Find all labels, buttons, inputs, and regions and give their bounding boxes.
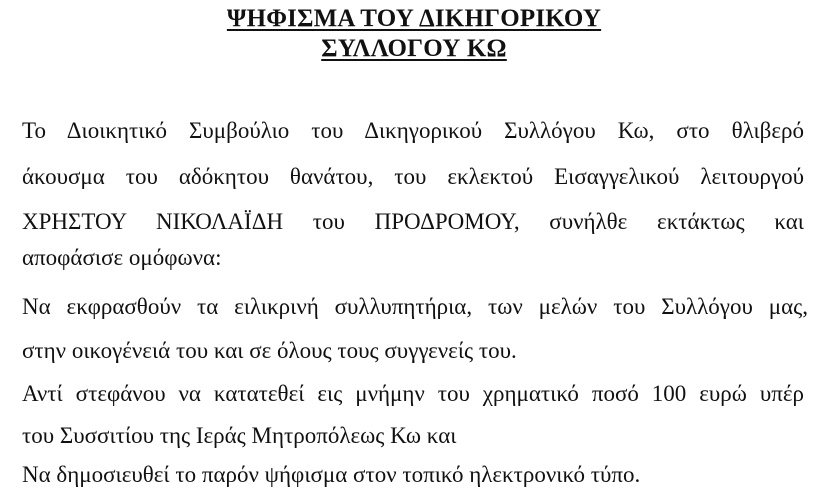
body-line-4: αποφάσισε ομόφωνα:: [22, 245, 222, 270]
body-line-6: στην οικογένειά του και σε όλους τους συγγενείς του.: [22, 338, 517, 363]
body-line-7: Αντί στεφάνου να κατατεθεί εις μνήμην του χρηματικό ποσό 100 ευρώ υπέρ: [22, 381, 804, 406]
body-line-9: Να δημοσιευθεί το παρόν ψήφισμα στον τοπικό ηλεκτρονικό τύπο.: [22, 462, 641, 487]
body-line-1: Το Διοικητικό Συμβούλιο του Δικηγορικού Συλλόγου Κω, στο θλιβερό: [22, 118, 804, 143]
document-title-line-1: ΨΗΦΙΣΜΑ ΤΟΥ ΔΙΚΗΓΟΡΙΚΟΥ: [226, 5, 602, 32]
body-line-8: του Συσσιτίου της Ιεράς Μητροπόλεως Κω και: [22, 423, 457, 448]
body-line-2: άκουσμα του αδόκητου θανάτου, του εκλεκτού Εισαγγελικού λειτουργού: [22, 164, 804, 189]
body-line-5: Να εκφρασθούν τα ειλικρινή συλλυπητήρια, των μελών του Συλλόγου μας,: [22, 294, 808, 319]
document-title-line-2: ΣΥΛΛΟΓΟΥ ΚΩ: [321, 35, 507, 62]
body-line-3: ΧΡΗΣΤΟΥ ΝΙΚΟΛΑΪΔΗ του ΠΡΟΔΡΟΜΟΥ, συνήλθε εκτάκτως και: [22, 209, 804, 234]
